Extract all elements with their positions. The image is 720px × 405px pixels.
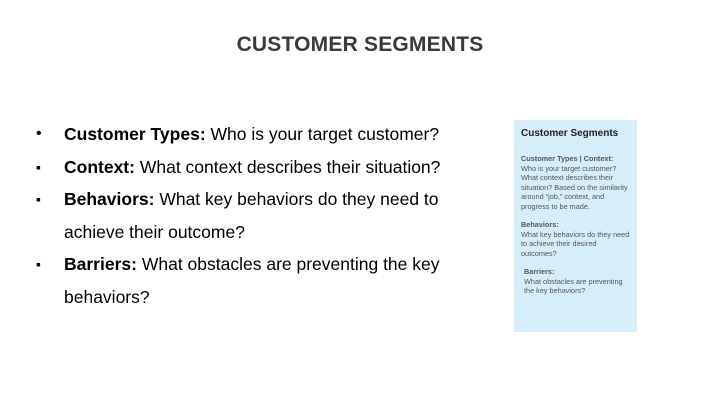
round-bullet-icon: • (36, 125, 42, 142)
bullet-list (34, 118, 474, 313)
square-bullet-icon: ▪ (36, 256, 41, 272)
card-section-barriers (521, 267, 633, 296)
slide-title: CUSTOMER SEGMENTS (236, 33, 484, 56)
card-title: Customer Segments (521, 128, 619, 139)
bullet-text (64, 151, 474, 184)
bullet-behaviors (34, 183, 474, 248)
bullet-body: Who is your target customer? (205, 124, 440, 144)
card-section-heading: Customer Types | Context: (521, 154, 614, 163)
card-section-body: What obstacles are preventing the key behaviors? (524, 276, 623, 295)
bullet-label: Barriers: (64, 254, 137, 274)
bullet-body: What context describes their situation? (134, 156, 441, 177)
bullet-label: Context: (64, 156, 135, 177)
square-bullet-icon: ▪ (36, 158, 41, 175)
square-bullet-icon: ▪ (36, 191, 41, 207)
bullet-label: Behaviors: (64, 189, 155, 209)
card-section-heading: Behaviors: (521, 220, 559, 229)
bullet-customer-types (34, 118, 474, 151)
card-section-body: Who is your target customer? What context describes their situation? Based on the similarity around “job,” context, and progress to be made. (521, 163, 628, 211)
bullet-text (64, 248, 474, 313)
bullet-body: What obstacles are preventing the key behaviors? (64, 254, 440, 307)
card-section-heading: Barriers: (524, 267, 555, 276)
bullet-context (34, 151, 474, 184)
card-section-behaviors (521, 220, 633, 258)
bullet-barriers (34, 248, 474, 313)
bullet-label: Customer Types: (64, 124, 206, 144)
card-section-body: What key behaviors do they need to achieve their desired outcomes? (521, 229, 630, 258)
bullet-text (64, 183, 474, 248)
customer-segments-card (514, 120, 637, 332)
bullet-body: What key behaviors do they need to achieve their outcome? (64, 189, 439, 242)
bullet-text (64, 118, 474, 151)
card-section-customer-types (521, 154, 633, 211)
